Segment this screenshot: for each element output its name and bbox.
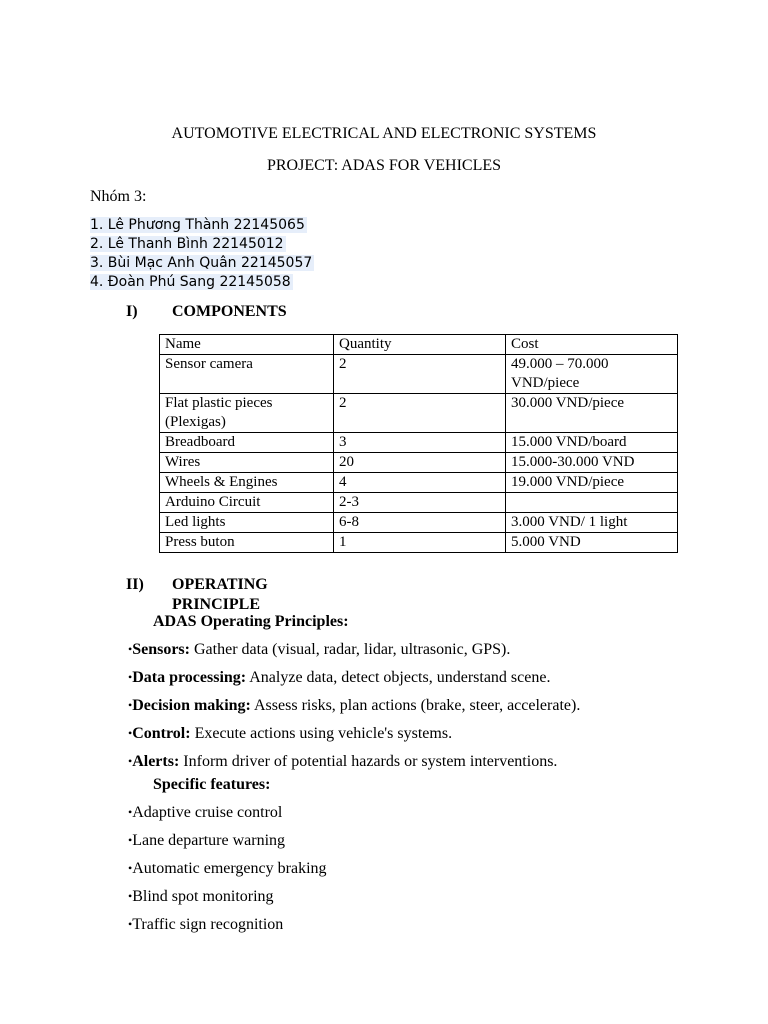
list-item-term: Alerts:: [132, 753, 180, 770]
table-cell: 6-8: [334, 513, 506, 533]
list-item-term: Sensors:: [132, 641, 190, 658]
table-cell: 15.000-30.000 VND: [506, 453, 678, 473]
group-label: Nhóm 3:: [90, 188, 147, 205]
document-title: AUTOMOTIVE ELECTRICAL AND ELECTRONIC SYSTEMS: [171, 125, 597, 142]
project-title: PROJECT: ADAS FOR VEHICLES: [266, 157, 502, 174]
table-row: [160, 453, 678, 473]
list-item: [128, 855, 327, 883]
table-cell: 1: [334, 533, 506, 553]
table-cell: 3: [334, 433, 506, 453]
member-item: 4. Đoàn Phú Sang 22145058: [90, 274, 291, 290]
table-row: [160, 533, 678, 553]
features-heading: Specific features:: [153, 776, 271, 793]
table-cell: 49.000 – 70.000 VND/piece: [506, 355, 678, 394]
table-cell: Sensor camera: [160, 355, 334, 394]
bullet-icon: •: [128, 698, 133, 712]
table-header-cell: Name: [160, 335, 334, 355]
list-item-text: Analyze data, detect objects, understand scene.: [249, 669, 551, 686]
table-cell: 15.000 VND/board: [506, 433, 678, 453]
table-row: [160, 394, 678, 433]
list-item-text: Gather data (visual, radar, lidar, ultrasonic, GPS).: [193, 641, 511, 658]
bullet-icon: •: [128, 889, 133, 903]
bullet-icon: •: [128, 805, 133, 819]
list-item: [128, 748, 580, 776]
table-cell: 30.000 VND/piece: [506, 394, 678, 433]
bullet-icon: •: [128, 861, 133, 875]
table-cell: Arduino Circuit: [160, 493, 334, 513]
table-cell: Led lights: [160, 513, 334, 533]
table-cell: 4: [334, 473, 506, 493]
list-item-text: Blind spot monitoring: [132, 888, 274, 905]
list-item-text: Execute actions using vehicle's systems.: [194, 725, 453, 742]
table-row: [160, 355, 678, 394]
list-item-text: Traffic sign recognition: [132, 916, 284, 933]
bullet-icon: •: [128, 833, 133, 847]
table-cell: Wires: [160, 453, 334, 473]
section-numeral: I): [126, 303, 138, 320]
table-row: [160, 473, 678, 493]
list-item: [128, 664, 580, 692]
table-header-row: [160, 335, 678, 355]
section-numeral: II): [126, 576, 144, 593]
member-item: 3. Bùi Mạc Anh Quân 22145057: [90, 255, 313, 271]
principles-heading: ADAS Operating Principles:: [153, 613, 349, 630]
list-item-term: Control:: [132, 725, 191, 742]
list-item: [128, 636, 580, 664]
table-cell: 19.000 VND/piece: [506, 473, 678, 493]
bullet-icon: •: [128, 917, 133, 931]
features-list: [128, 799, 327, 939]
table-cell: Wheels & Engines: [160, 473, 334, 493]
member-item: 2. Lê Thanh Bình 22145012: [90, 236, 284, 252]
section-title: COMPONENTS: [172, 303, 287, 320]
section-title: OPERATING PRINCIPLE: [172, 576, 268, 613]
table-cell: 3.000 VND/ 1 light: [506, 513, 678, 533]
bullet-icon: •: [128, 642, 133, 656]
table-cell: 2: [334, 355, 506, 394]
list-item: [128, 911, 327, 939]
list-item: [128, 799, 327, 827]
components-table: [159, 334, 678, 553]
list-item: [128, 827, 327, 855]
table-cell: Flat plastic pieces (Plexigas): [160, 394, 334, 433]
table-cell: [506, 493, 678, 513]
table-cell: Press buton: [160, 533, 334, 553]
list-item: [128, 692, 580, 720]
bullet-icon: •: [128, 670, 133, 684]
table-cell: Breadboard: [160, 433, 334, 453]
list-item-text: Adaptive cruise control: [132, 804, 283, 821]
list-item: [128, 883, 327, 911]
table-cell: 2-3: [334, 493, 506, 513]
table-cell: 2: [334, 394, 506, 433]
principles-list: [128, 636, 580, 776]
table-row: [160, 513, 678, 533]
table-header-cell: Cost: [506, 335, 678, 355]
list-item: [128, 720, 580, 748]
table-row: [160, 493, 678, 513]
table-cell: 20: [334, 453, 506, 473]
list-item-text: Lane departure warning: [132, 832, 286, 849]
bullet-icon: •: [128, 726, 133, 740]
member-item: 1. Lê Phương Thành 22145065: [90, 217, 305, 233]
bullet-icon: •: [128, 754, 133, 768]
list-item-text: Inform driver of potential hazards or system interventions.: [183, 753, 558, 770]
member-list: [90, 216, 314, 292]
table-header-cell: Quantity: [334, 335, 506, 355]
list-item-text: Assess risks, plan actions (brake, steer, accelerate).: [254, 697, 581, 714]
list-item-text: Automatic emergency braking: [132, 860, 327, 877]
list-item-term: Data processing:: [132, 669, 247, 686]
list-item-term: Decision making:: [132, 697, 251, 714]
table-row: [160, 433, 678, 453]
table-cell: 5.000 VND: [506, 533, 678, 553]
